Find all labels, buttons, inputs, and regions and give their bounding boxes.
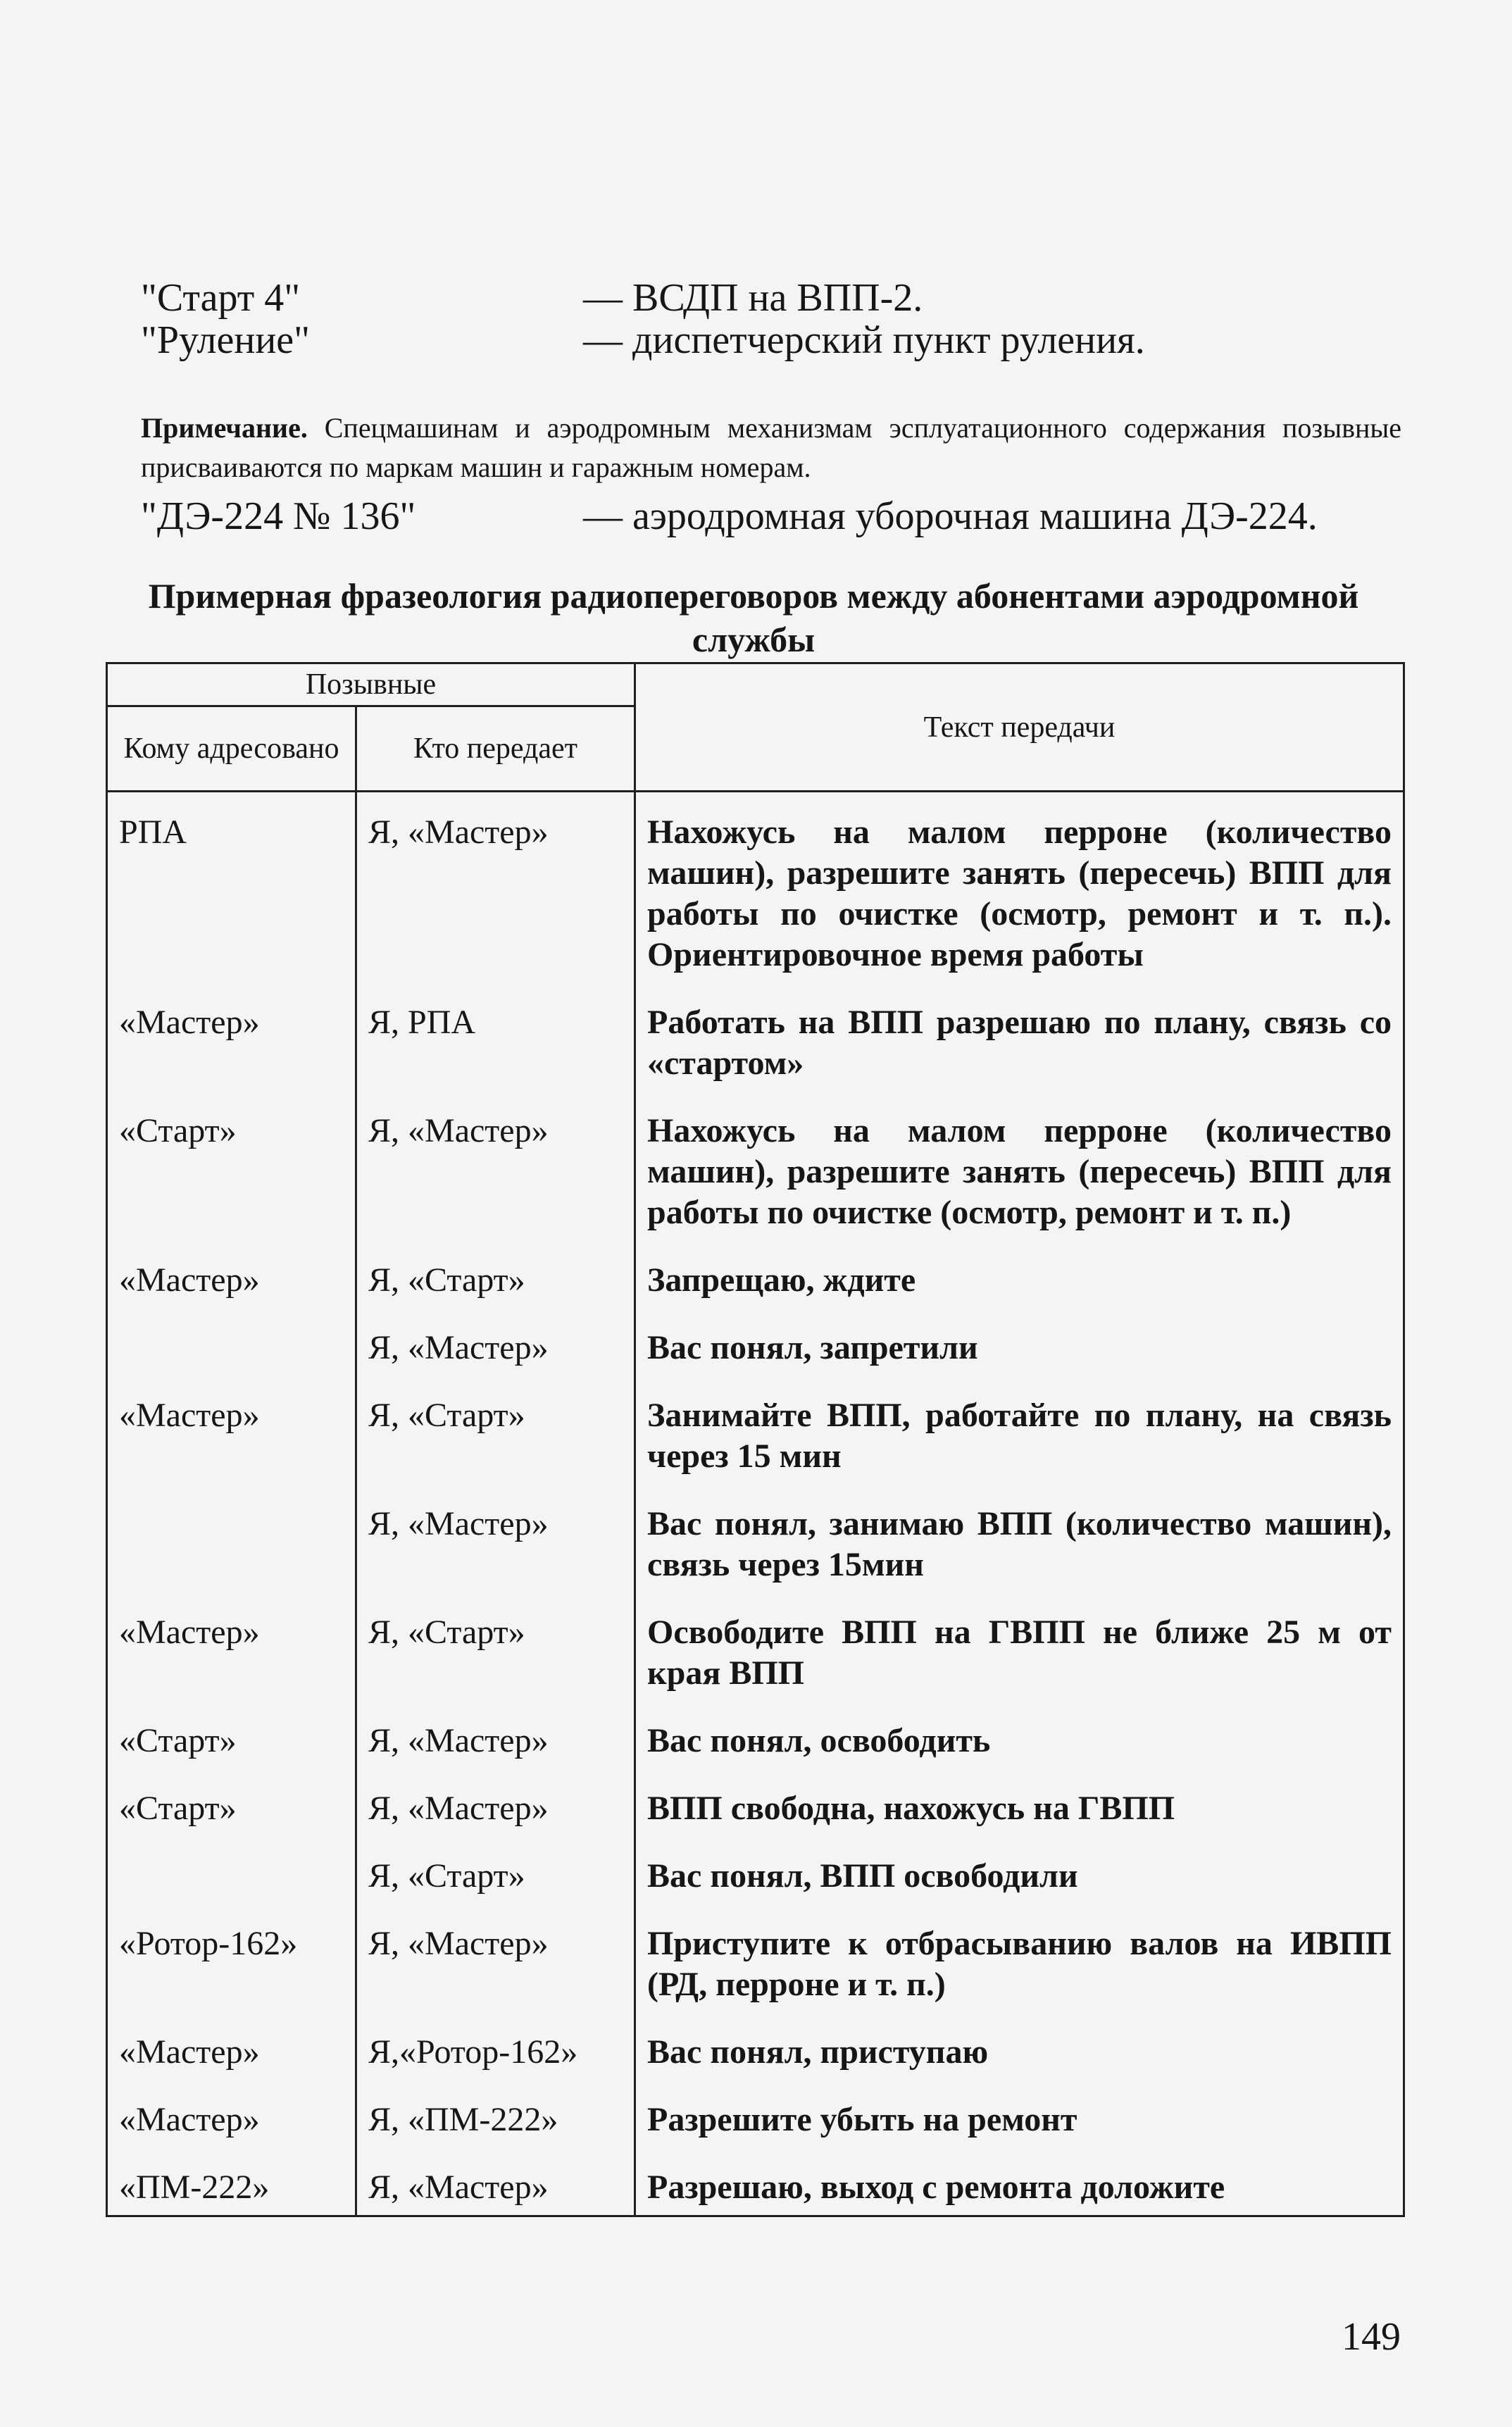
table-row <box>107 792 1404 983</box>
addressee-cell: «ПМ-222» <box>107 2147 356 2216</box>
callsign-name: "Старт 4" <box>141 276 301 320</box>
message-cell: Запрещаю, ждите <box>635 1240 1404 1308</box>
addressee-cell <box>107 1836 356 1904</box>
message-cell: Вас понял, запретили <box>635 1308 1404 1375</box>
table-row <box>107 1091 1404 1240</box>
table-row <box>107 1308 1404 1375</box>
callsign-name: "Руление" <box>141 318 310 362</box>
message-cell: Вас понял, ВПП освободили <box>635 1836 1404 1904</box>
message-cell: Разрешаю, выход с ремонта доложите <box>635 2147 1404 2216</box>
addressee-cell: «Мастер» <box>107 2012 356 2080</box>
phraseology-table <box>106 662 1405 2217</box>
addressee-cell: «Мастер» <box>107 982 356 1091</box>
table-row <box>107 1484 1404 1592</box>
sender-cell: Я, «Старт» <box>356 1592 635 1701</box>
message-cell: Приступите к отбрасыванию валов на ИВПП (РД, перроне и т. п.) <box>635 1904 1404 2012</box>
message-cell: Вас понял, приступаю <box>635 2012 1404 2080</box>
sender-cell: Я, РПА <box>356 982 635 1091</box>
message-cell: Вас понял, занимаю ВПП (количество машин), связь через 15мин <box>635 1484 1404 1592</box>
addressee-cell: «Старт» <box>107 1091 356 1240</box>
message-cell: Вас понял, освободить <box>635 1701 1404 1768</box>
header-callsigns: Позывные <box>107 663 635 706</box>
sender-cell: Я, «Мастер» <box>356 1768 635 1836</box>
addressee-cell: «Мастер» <box>107 1375 356 1484</box>
sender-cell: Я, «Старт» <box>356 1836 635 1904</box>
addressee-cell: «Мастер» <box>107 1240 356 1308</box>
table-row <box>107 1768 1404 1836</box>
table-row <box>107 1240 1404 1308</box>
message-cell: Работать на ВПП разрешаю по плану, связь со «стартом» <box>635 982 1404 1091</box>
message-cell: Разрешите убыть на ремонт <box>635 2080 1404 2147</box>
table-row <box>107 2147 1404 2216</box>
section-heading: Примерная фразеология радиопереговоров между абонентами аэродромной службы <box>148 576 1359 659</box>
table-row <box>107 2080 1404 2147</box>
callsign-desc: — аэродромная уборочная машина ДЭ-224. <box>583 494 1318 538</box>
header-addressee: Кому адресовано <box>107 706 356 792</box>
header-sender: Кто передает <box>356 706 635 792</box>
note-label: Примечание. <box>141 412 308 444</box>
addressee-cell: «Старт» <box>107 1701 356 1768</box>
sender-cell: Я, «Мастер» <box>356 792 635 983</box>
sender-cell: Я, «Старт» <box>356 1240 635 1308</box>
header-message-text: Текст передачи <box>635 663 1404 792</box>
addressee-cell: «Старт» <box>107 1768 356 1836</box>
table-row <box>107 1836 1404 1904</box>
sender-cell: Я, «Мастер» <box>356 1484 635 1592</box>
sender-cell: Я, «Мастер» <box>356 1308 635 1375</box>
addressee-cell: «Мастер» <box>107 2080 356 2147</box>
note-paragraph <box>141 408 1401 487</box>
sender-cell: Я, «Мастер» <box>356 1701 635 1768</box>
table-row <box>107 2012 1404 2080</box>
sender-cell: Я, «ПМ-222» <box>356 2080 635 2147</box>
message-cell: ВПП свободна, нахожусь на ГВПП <box>635 1768 1404 1836</box>
message-cell: Занимайте ВПП, работайте по плану, на связь через 15 мин <box>635 1375 1404 1484</box>
table-row <box>107 1701 1404 1768</box>
sender-cell: Я, «Мастер» <box>356 2147 635 2216</box>
addressee-cell: РПА <box>107 792 356 983</box>
message-cell: Нахожусь на малом перроне (количество машин), разрешите занять (пересечь) ВПП для работы по очистке (осмотр, ремонт и т. п.). Ориентировочное время работы <box>635 792 1404 983</box>
table-row <box>107 1592 1404 1701</box>
sender-cell: Я, «Старт» <box>356 1375 635 1484</box>
sender-cell: Я,«Ротор-162» <box>356 2012 635 2080</box>
addressee-cell <box>107 1484 356 1592</box>
table-row <box>107 982 1404 1091</box>
message-cell: Нахожусь на малом перроне (количество машин), разрешите занять (пересечь) ВПП для работы по очистке (осмотр, ремонт и т. п.) <box>635 1091 1404 1240</box>
table-row <box>107 1375 1404 1484</box>
callsign-name: "ДЭ-224 № 136" <box>141 494 416 538</box>
callsign-desc: — диспетчерский пункт руления. <box>583 318 1145 362</box>
sender-cell: Я, «Мастер» <box>356 1091 635 1240</box>
addressee-cell: «Мастер» <box>107 1592 356 1701</box>
addressee-cell: «Ротор-162» <box>107 1904 356 2012</box>
callsign-desc: — ВСДП на ВПП-2. <box>583 276 923 320</box>
note-text: Спецмашинам и аэродромным механизмам эсплуатационного содержания позывные присваиваются по маркам машин и гаражным номерам. <box>141 412 1401 483</box>
sender-cell: Я, «Мастер» <box>356 1904 635 2012</box>
table-row <box>107 1904 1404 2012</box>
addressee-cell <box>107 1308 356 1375</box>
message-cell: Освободите ВПП на ГВПП не ближе 25 м от края ВПП <box>635 1592 1404 1701</box>
page-number: 149 <box>1342 2315 1401 2359</box>
table-body <box>107 792 1404 2216</box>
